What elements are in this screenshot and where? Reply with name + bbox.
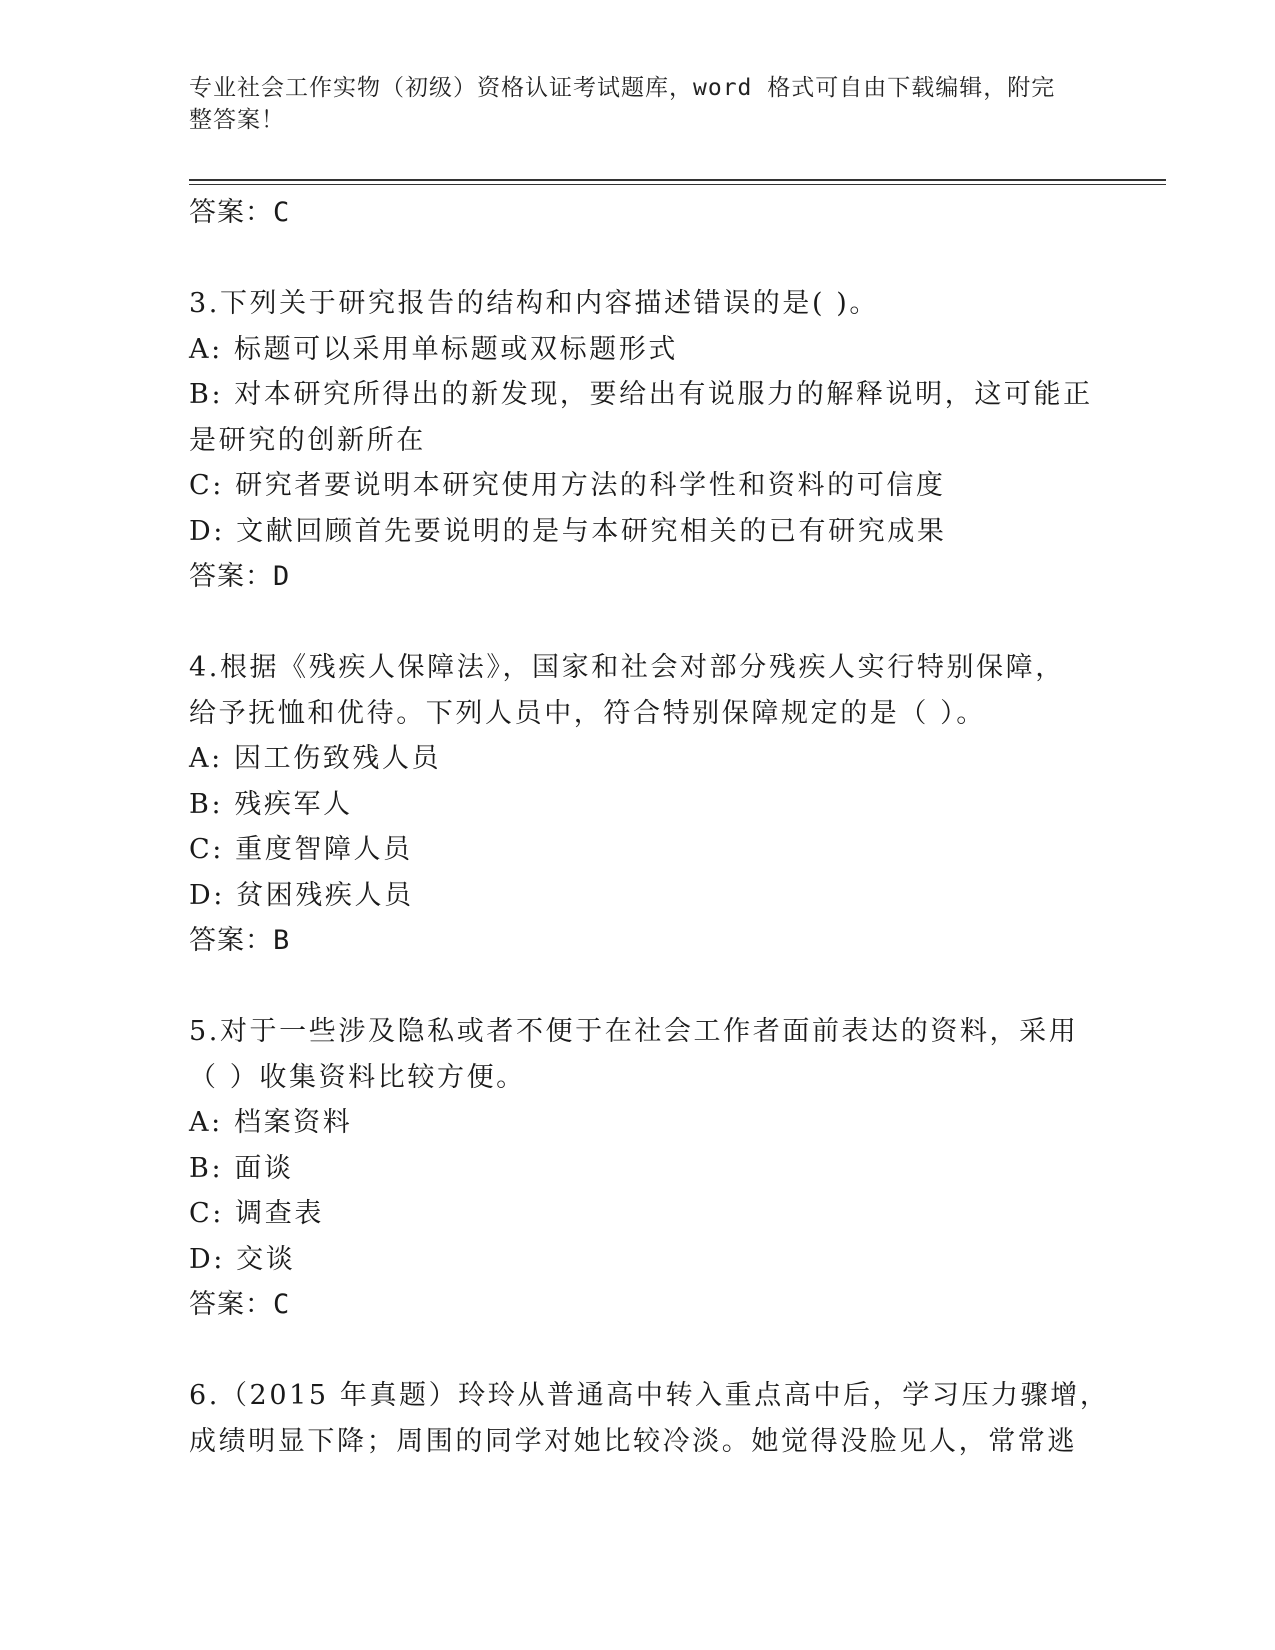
question-4-stem-line-2: 给予抚恤和优待。下列人员中，符合特别保障规定的是（ ）。 — [189, 697, 986, 729]
header-divider-thick — [189, 179, 1166, 181]
question-3-option-b-line-2: 是研究的创新所在 — [189, 424, 426, 456]
question-3-option-a: A: 标题可以采用单标题或双标题形式 — [189, 333, 678, 365]
question-4-stem-line-1: 4.根据《残疾人保障法》，国家和社会对部分残疾人实行特别保障， — [189, 652, 1065, 683]
question-4-option-b: B: 残疾军人 — [189, 788, 353, 820]
question-4-answer: 答案：B — [189, 925, 291, 956]
answer-line: 答案：C — [189, 197, 291, 228]
header-line-2: 整答案！ — [189, 107, 285, 133]
question-5-option-c: C: 调查表 — [189, 1198, 324, 1229]
question-5-stem-line-2: （ ）收集资料比较方便。 — [189, 1061, 526, 1093]
question-5-stem-line-1: 5.对于一些涉及隐私或者不便于在社会工作者面前表达的资料，采用 — [189, 1016, 1079, 1047]
question-3-option-d: D: 文献回顾首先要说明的是与本研究相关的已有研究成果 — [189, 515, 947, 547]
question-3-answer: 答案：D — [189, 561, 291, 592]
question-5-option-a: A: 档案资料 — [189, 1107, 353, 1138]
question-list — [189, 190, 1110, 1464]
spacer — [189, 1328, 1089, 1374]
question-6-stem-line-2: 成绩明显下降；周围的同学对她比较冷淡。她觉得没脸见人，常常逃 — [189, 1425, 1077, 1457]
question-3-stem-line-1: 3.下列关于研究报告的结构和内容描述错误的是( )。 — [189, 288, 880, 319]
question-5-option-b: B: 面谈 — [189, 1152, 294, 1184]
question-6-stem-line-1: 6.（2015 年真题）玲玲从普通高中转入重点高中后，学习压力骤增， — [189, 1380, 1110, 1411]
question-4-option-d: D: 贫困残疾人员 — [189, 879, 414, 911]
spacer — [189, 236, 1089, 282]
header-divider-thin — [189, 184, 1166, 185]
spacer — [189, 964, 1089, 1010]
header-line-1: 专业社会工作实物（初级）资格认证考试题库，word 格式可自由下载编辑，附完 — [189, 75, 1056, 101]
question-3-option-b-line-1: B: 对本研究所得出的新发现，要给出有说服力的解释说明，这可能正 — [189, 379, 1093, 410]
spacer — [189, 600, 1089, 646]
question-5-answer: 答案：C — [189, 1289, 291, 1320]
question-4-option-a: A: 因工伤致残人员 — [189, 743, 442, 774]
question-4-option-c: C: 重度智障人员 — [189, 834, 413, 865]
question-3-option-c: C: 研究者要说明本研究使用方法的科学性和资料的可信度 — [189, 470, 946, 501]
page-header — [189, 72, 1089, 136]
question-5-option-d: D: 交谈 — [189, 1243, 296, 1275]
